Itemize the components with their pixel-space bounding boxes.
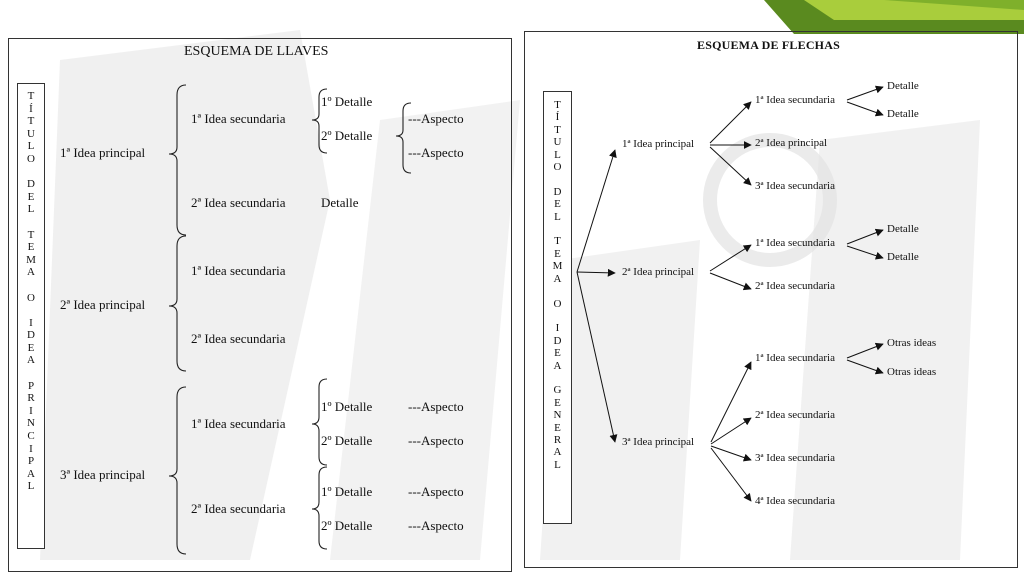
vertical-letter: E — [554, 396, 561, 409]
vertical-letter: N — [27, 417, 35, 430]
left-m3-aspect-2: ---Aspecto — [408, 433, 464, 448]
right-panel-arrows-scheme — [524, 31, 1018, 568]
right-panel-title: ESQUEMA DE FLECHAS — [697, 38, 840, 52]
vertical-letter: P — [27, 379, 35, 392]
vertical-letter: E — [27, 341, 35, 354]
vertical-letter: O — [27, 152, 35, 165]
vertical-letter: M — [26, 253, 36, 266]
vertical-letter: A — [27, 467, 35, 480]
left-m1-detail-1: 1º Detalle — [321, 94, 373, 109]
arrow-m1-d1 — [847, 87, 883, 100]
left-m1-aspect-2: ---Aspecto — [408, 145, 464, 160]
arrow-m2-s1 — [710, 245, 751, 271]
vertical-letter: T — [554, 99, 561, 111]
arrow-m2-s2 — [710, 273, 751, 289]
right-m1-detail-1: Detalle — [887, 80, 919, 92]
vertical-letter: T — [27, 115, 35, 128]
right-m3-other-1: Otras ideas — [887, 337, 937, 349]
vertical-letter: I — [29, 404, 33, 417]
vertical-letter: T — [27, 90, 35, 102]
arrow-m1-d2 — [847, 102, 883, 115]
vertical-letter: E — [27, 241, 35, 254]
left-m3-aspect-3: ---Aspecto — [408, 484, 464, 499]
vertical-letter: U — [27, 127, 35, 140]
left-panel-title: ESQUEMA DE LLAVES — [184, 44, 329, 59]
brace-main1 — [169, 85, 186, 235]
right-arrows — [525, 32, 1019, 569]
right-m3-other-2: Otras ideas — [887, 366, 937, 378]
right-m1-secondary-1: 1ª Idea secundaria — [755, 94, 835, 106]
vertical-letter: P — [27, 455, 35, 468]
vertical-letter: L — [27, 203, 35, 216]
brace-main2 — [169, 236, 186, 371]
left-panel-braces-scheme — [8, 38, 512, 572]
arrow-to-main2 — [577, 272, 615, 273]
arrow-m1-s1 — [710, 102, 751, 143]
right-m3-secondary-3: 3ª Idea secundaria — [755, 452, 835, 464]
right-m3-secondary-4: 4ª Idea secundaria — [755, 495, 835, 507]
arrow-to-main1 — [577, 150, 615, 272]
vertical-letter: D — [553, 185, 562, 198]
left-m2-secondary-2: 2ª Idea secundaria — [191, 331, 286, 346]
brace-m3-sec2 — [312, 467, 327, 549]
vertical-letter: L — [554, 458, 561, 471]
right-main-idea-3: 3ª Idea principal — [622, 436, 695, 448]
vertical-letter: Í — [29, 102, 33, 115]
vertical-letter: E — [554, 347, 561, 360]
right-m3-secondary-2: 2ª Idea secundaria — [755, 409, 835, 421]
arrow-m3-s3 — [711, 446, 751, 460]
vertical-letter: T — [27, 228, 35, 241]
arrow-m3-s1 — [711, 362, 751, 442]
vertical-letter: E — [554, 198, 561, 211]
arrow-to-main3 — [577, 272, 615, 442]
arrow-m2-d2 — [847, 246, 883, 258]
vertical-letter: M — [552, 260, 563, 273]
vertical-letter: L — [27, 140, 35, 153]
vertical-letter: A — [553, 446, 562, 459]
left-m3-detail-3: 1º Detalle — [321, 484, 373, 499]
vertical-letter: D — [27, 178, 35, 191]
left-m1-secondary-2: 2ª Idea secundaria — [191, 195, 286, 210]
right-m1-secondary-3: 3ª Idea secundaria — [755, 180, 835, 192]
accent-bar — [764, 0, 1024, 34]
left-m3-secondary-1: 1ª Idea secundaria — [191, 416, 286, 431]
vertical-letter: U — [553, 136, 562, 149]
right-main-idea-2: 2ª Idea principal — [622, 266, 695, 278]
vertical-letter: O — [553, 297, 562, 310]
vertical-letter: R — [27, 392, 35, 405]
vertical-letter: G — [553, 384, 562, 397]
vertical-letter: A — [27, 354, 35, 367]
vertical-letter: Í — [555, 111, 560, 124]
vertical-letter: D — [27, 329, 35, 342]
vertical-letter: T — [554, 123, 561, 136]
arrow-m3-o1 — [847, 344, 883, 358]
vertical-letter: D — [553, 334, 562, 347]
left-m3-aspect-1: ---Aspecto — [408, 399, 464, 414]
brace-main3 — [169, 387, 186, 554]
vertical-letter: A — [553, 359, 562, 372]
vertical-letter: E — [554, 421, 561, 434]
right-m3-secondary-1: 1ª Idea secundaria — [755, 352, 835, 364]
arrow-m2-d1 — [847, 230, 883, 244]
arrow-m3-s4 — [711, 448, 751, 501]
left-m3-detail-2: 2º Detalle — [321, 433, 373, 448]
right-m2-detail-1: Detalle — [887, 223, 919, 235]
left-main-idea-2: 2ª Idea principal — [60, 297, 146, 312]
right-main-idea-1: 1ª Idea principal — [622, 138, 695, 150]
right-m2-detail-2: Detalle — [887, 251, 919, 263]
arrow-m3-o2 — [847, 360, 883, 373]
right-m2-secondary-2: 2ª Idea secundaria — [755, 280, 835, 292]
right-m1-detail-2: Detalle — [887, 108, 919, 120]
left-m3-detail-1: 1º Detalle — [321, 399, 373, 414]
vertical-letter: O — [553, 161, 562, 174]
left-m1-secondary-1: 1ª Idea secundaria — [191, 111, 286, 126]
left-main-idea-1: 1ª Idea principal — [60, 145, 146, 160]
left-main-idea-3: 3ª Idea principal — [60, 467, 146, 482]
vertical-letter: A — [27, 266, 35, 279]
vertical-letter: N — [553, 409, 562, 422]
left-m3-secondary-2: 2ª Idea secundaria — [191, 501, 286, 516]
vertical-letter: L — [554, 148, 561, 161]
left-m3-detail-4: 2º Detalle — [321, 518, 373, 533]
left-m1-aspect-1: ---Aspecto — [408, 111, 464, 126]
left-m1-detail: Detalle — [321, 195, 359, 210]
vertical-letter: O — [27, 291, 35, 304]
left-m1-detail-2: 2º Detalle — [321, 128, 373, 143]
vertical-letter: L — [554, 210, 561, 223]
right-m1-secondary-2: 2ª Idea principal — [755, 137, 828, 149]
left-m2-secondary-1: 1ª Idea secundaria — [191, 263, 286, 278]
vertical-letter: T — [554, 235, 561, 248]
vertical-letter: E — [554, 247, 561, 260]
vertical-letter: R — [553, 433, 562, 446]
vertical-letter: L — [27, 480, 35, 493]
vertical-letter: I — [29, 316, 33, 329]
right-m2-secondary-1: 1ª Idea secundaria — [755, 237, 835, 249]
vertical-letter: I — [29, 442, 33, 455]
vertical-letter: I — [555, 322, 560, 335]
left-m3-aspect-4: ---Aspecto — [408, 518, 464, 533]
vertical-letter: A — [553, 272, 562, 285]
brace-m3-sec1 — [312, 379, 327, 465]
vertical-letter: E — [27, 190, 35, 203]
vertical-letter: C — [27, 430, 35, 443]
arrow-m1-s3 — [710, 147, 751, 185]
